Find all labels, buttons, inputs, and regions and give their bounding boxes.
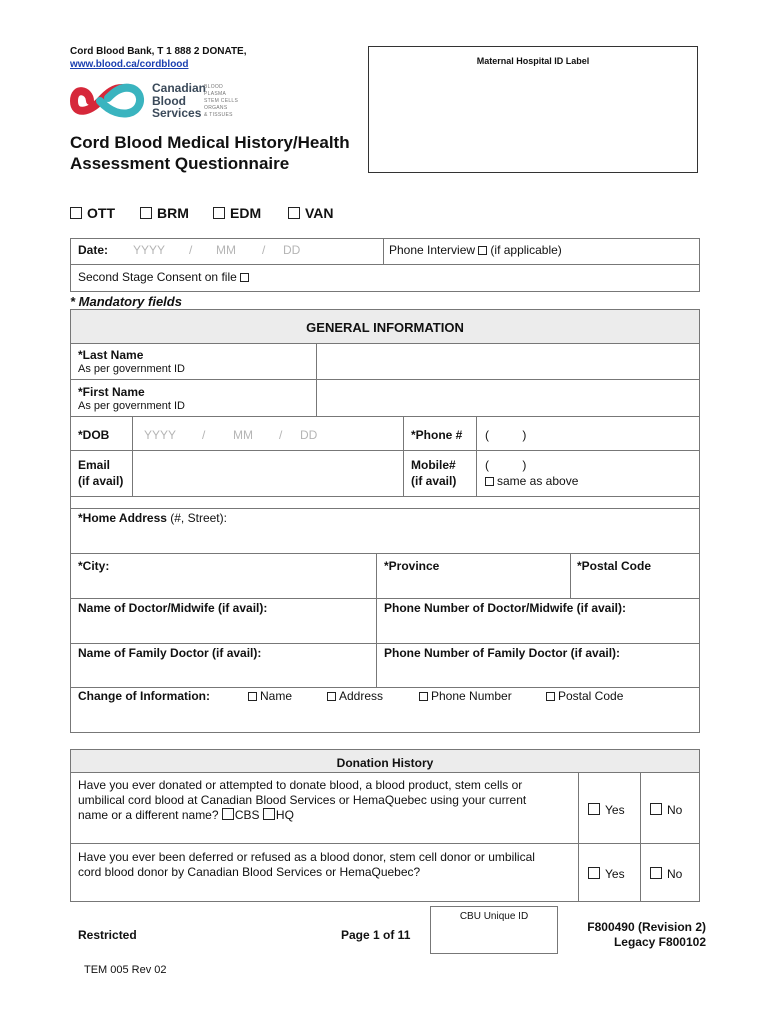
checkbox-icon[interactable] (327, 692, 336, 701)
change-option-label: Address (339, 689, 384, 703)
divider (316, 343, 317, 416)
q2-line-2: cord blood donor by Canadian Blood Services or HemaQuebec? (78, 865, 421, 879)
divider (376, 553, 377, 687)
divider (70, 508, 700, 509)
no-label: No (667, 867, 683, 881)
logo-tag-5: & TISSUES (204, 112, 233, 118)
if-applicable-label: (if applicable) (490, 243, 562, 257)
family-doctor-name-label: Name of Family Doctor (if avail): (78, 646, 262, 660)
divider (70, 379, 700, 380)
q1-line-2: umbilical cord blood at Canadian Blood Services or HemaQuebec using your current (78, 793, 527, 807)
phone-interview-label: Phone Interview (389, 243, 476, 257)
checkbox-icon[interactable] (140, 207, 152, 219)
title-line-2: Assessment Questionnaire (70, 154, 290, 173)
q1-option-cbs[interactable] (222, 808, 260, 822)
phone-input[interactable]: ( ) (485, 428, 527, 442)
checkbox-icon[interactable] (588, 803, 600, 815)
last-name-sub: As per government ID (78, 363, 185, 375)
q2-no-option[interactable] (650, 867, 682, 881)
divider (70, 687, 700, 688)
same-as-above-option[interactable] (485, 474, 578, 488)
consent-label: Second Stage Consent on file (78, 270, 237, 284)
checkbox-icon[interactable] (588, 867, 600, 879)
date-yyyy-field[interactable]: YYYY (133, 243, 166, 257)
second-stage-consent[interactable] (78, 270, 252, 284)
maternal-label-text: Maternal Hospital ID Label (476, 56, 590, 66)
change-option-label: Postal Code (558, 689, 624, 703)
page-number: Page 1 of 11 (341, 928, 411, 942)
site-label: OTT (87, 205, 115, 221)
checkbox-icon[interactable] (248, 692, 257, 701)
phone-label: *Phone # (411, 428, 463, 442)
q1-option-hq[interactable] (263, 808, 294, 822)
site-option-edm[interactable] (213, 205, 261, 221)
home-address-hint: (#, Street): (170, 511, 227, 525)
change-option-name[interactable] (248, 689, 292, 703)
checkbox-icon[interactable] (546, 692, 555, 701)
hq-label: HQ (275, 808, 294, 822)
divider (70, 496, 700, 497)
date-sep: / (189, 243, 193, 257)
site-option-van[interactable] (288, 205, 334, 221)
checkbox-icon[interactable] (650, 867, 662, 879)
home-address-label (78, 511, 227, 525)
divider (70, 264, 700, 265)
logo-word-2: Blood (152, 93, 186, 108)
divider (70, 553, 700, 554)
donation-question-2 (78, 850, 535, 880)
site-option-ott[interactable] (70, 205, 115, 221)
change-of-information-label: Change of Information: (78, 689, 210, 703)
divider (640, 773, 641, 902)
date-label: Date: (78, 243, 109, 257)
dob-sep: / (279, 428, 283, 442)
title-line-1: Cord Blood Medical History/Health (70, 133, 350, 152)
legacy-code: Legacy F800102 (613, 935, 706, 949)
cbu-unique-id-label: CBU Unique ID (459, 911, 529, 922)
home-address-input[interactable] (72, 526, 698, 551)
dob-mm-field[interactable]: MM (233, 428, 253, 442)
logo-word-1: Canadian (152, 81, 207, 95)
mobile-label-1: Mobile# (411, 458, 456, 472)
doctor-name-label: Name of Doctor/Midwife (if avail): (78, 601, 268, 615)
dob-sep: / (202, 428, 206, 442)
donation-history-title: Donation History (336, 756, 434, 770)
email-label-1: Email (78, 458, 111, 472)
q1-no-option[interactable] (650, 803, 682, 817)
dob-label: *DOB (78, 428, 110, 442)
phone-interview-option[interactable] (389, 243, 562, 257)
divider (476, 416, 477, 496)
mandatory-fields-note: * Mandatory fields (70, 294, 182, 309)
divider (403, 416, 404, 496)
email-label-2: (if avail) (78, 474, 124, 488)
checkbox-icon[interactable] (240, 273, 249, 282)
template-code: TEM 005 Rev 02 (84, 964, 167, 976)
cbu-unique-id-box[interactable] (430, 906, 558, 954)
website-link[interactable]: www.blood.ca/cordblood (70, 59, 189, 70)
logo-word-3: Services (152, 106, 202, 120)
checkbox-icon[interactable] (478, 246, 487, 255)
divider (570, 553, 571, 598)
form-revision: F800490 (Revision 2) (587, 920, 706, 934)
divider (383, 238, 384, 264)
divider (70, 450, 700, 451)
checkbox-icon[interactable] (263, 808, 275, 820)
logo-tag-1: BLOOD (204, 84, 224, 90)
checkbox-icon[interactable] (222, 808, 234, 820)
site-label: BRM (157, 205, 189, 221)
change-option-address[interactable] (327, 689, 383, 703)
form-code (587, 920, 706, 950)
logo-tag-2: PLASMA (204, 91, 227, 97)
yes-label: Yes (605, 803, 625, 817)
q1-line-1: Have you ever donated or attempted to donate blood, a blood product, stem cells or (78, 778, 523, 792)
q1-line-3: name or a different name? (78, 808, 219, 822)
divider (132, 416, 133, 496)
cbs-label: CBS (234, 808, 260, 822)
mobile-label-2: (if avail) (411, 474, 457, 488)
change-option-phone-number[interactable] (419, 689, 512, 703)
change-option-label: Phone Number (431, 689, 512, 703)
logo-wordmark (152, 82, 206, 120)
last-name-input[interactable] (318, 345, 698, 377)
doctor-phone-label: Phone Number of Doctor/Midwife (if avail): (384, 601, 627, 615)
checkbox-icon[interactable] (419, 692, 428, 701)
postal-code-label: *Postal Code (577, 559, 652, 573)
divider (70, 416, 700, 417)
last-name-label: *Last Name (78, 348, 144, 362)
site-option-brm[interactable] (140, 205, 189, 221)
checkbox-icon[interactable] (213, 207, 225, 219)
q1-yes-option[interactable] (588, 803, 625, 817)
maternal-hospital-id-label-box (368, 46, 698, 173)
page-title (70, 132, 350, 174)
date-dd-field[interactable]: DD (283, 243, 301, 257)
logo-tagline (204, 84, 238, 119)
change-option-postal-code[interactable] (546, 689, 623, 703)
general-info-title: GENERAL INFORMATION (306, 320, 464, 335)
checkbox-icon[interactable] (70, 207, 82, 219)
divider (70, 643, 700, 644)
yes-label: Yes (605, 867, 625, 881)
org-contact-line: Cord Blood Bank, T 1 888 2 DONATE, (70, 46, 247, 57)
canadian-blood-services-logo (70, 80, 260, 122)
checkbox-icon[interactable] (485, 477, 494, 486)
logo-tag-4: ORGANS (204, 105, 228, 111)
logo-tag-3: STEM CELLS (204, 98, 239, 104)
city-label: *City: (78, 559, 110, 573)
dob-yyyy-field[interactable]: YYYY (144, 428, 177, 442)
divider (70, 598, 700, 599)
checkbox-icon[interactable] (650, 803, 662, 815)
q2-line-1: Have you ever been deferred or refused as a blood donor, stem cell donor or umbilical (78, 850, 535, 864)
email-input[interactable] (134, 452, 402, 494)
date-mm-field[interactable]: MM (216, 243, 236, 257)
checkbox-icon[interactable] (288, 207, 300, 219)
dob-dd-field[interactable]: DD (300, 428, 318, 442)
mobile-input[interactable]: ( ) (485, 458, 527, 472)
divider (70, 843, 700, 844)
q2-yes-option[interactable] (588, 867, 625, 881)
change-option-label: Name (260, 689, 293, 703)
first-name-input[interactable] (318, 381, 698, 414)
donation-question-1 (78, 778, 526, 823)
logo-mark-icon (70, 80, 148, 122)
province-label: *Province (384, 559, 440, 573)
first-name-sub: As per government ID (78, 400, 185, 412)
date-sep: / (262, 243, 266, 257)
home-address-title: *Home Address (78, 511, 167, 525)
same-as-above-label: same as above (497, 474, 579, 488)
divider (578, 773, 579, 902)
first-name-label: *First Name (78, 385, 145, 399)
site-label: EDM (230, 205, 262, 221)
restricted-label: Restricted (78, 928, 137, 942)
no-label: No (667, 803, 683, 817)
family-doctor-phone-label: Phone Number of Family Doctor (if avail): (384, 646, 621, 660)
site-label: VAN (305, 205, 334, 221)
